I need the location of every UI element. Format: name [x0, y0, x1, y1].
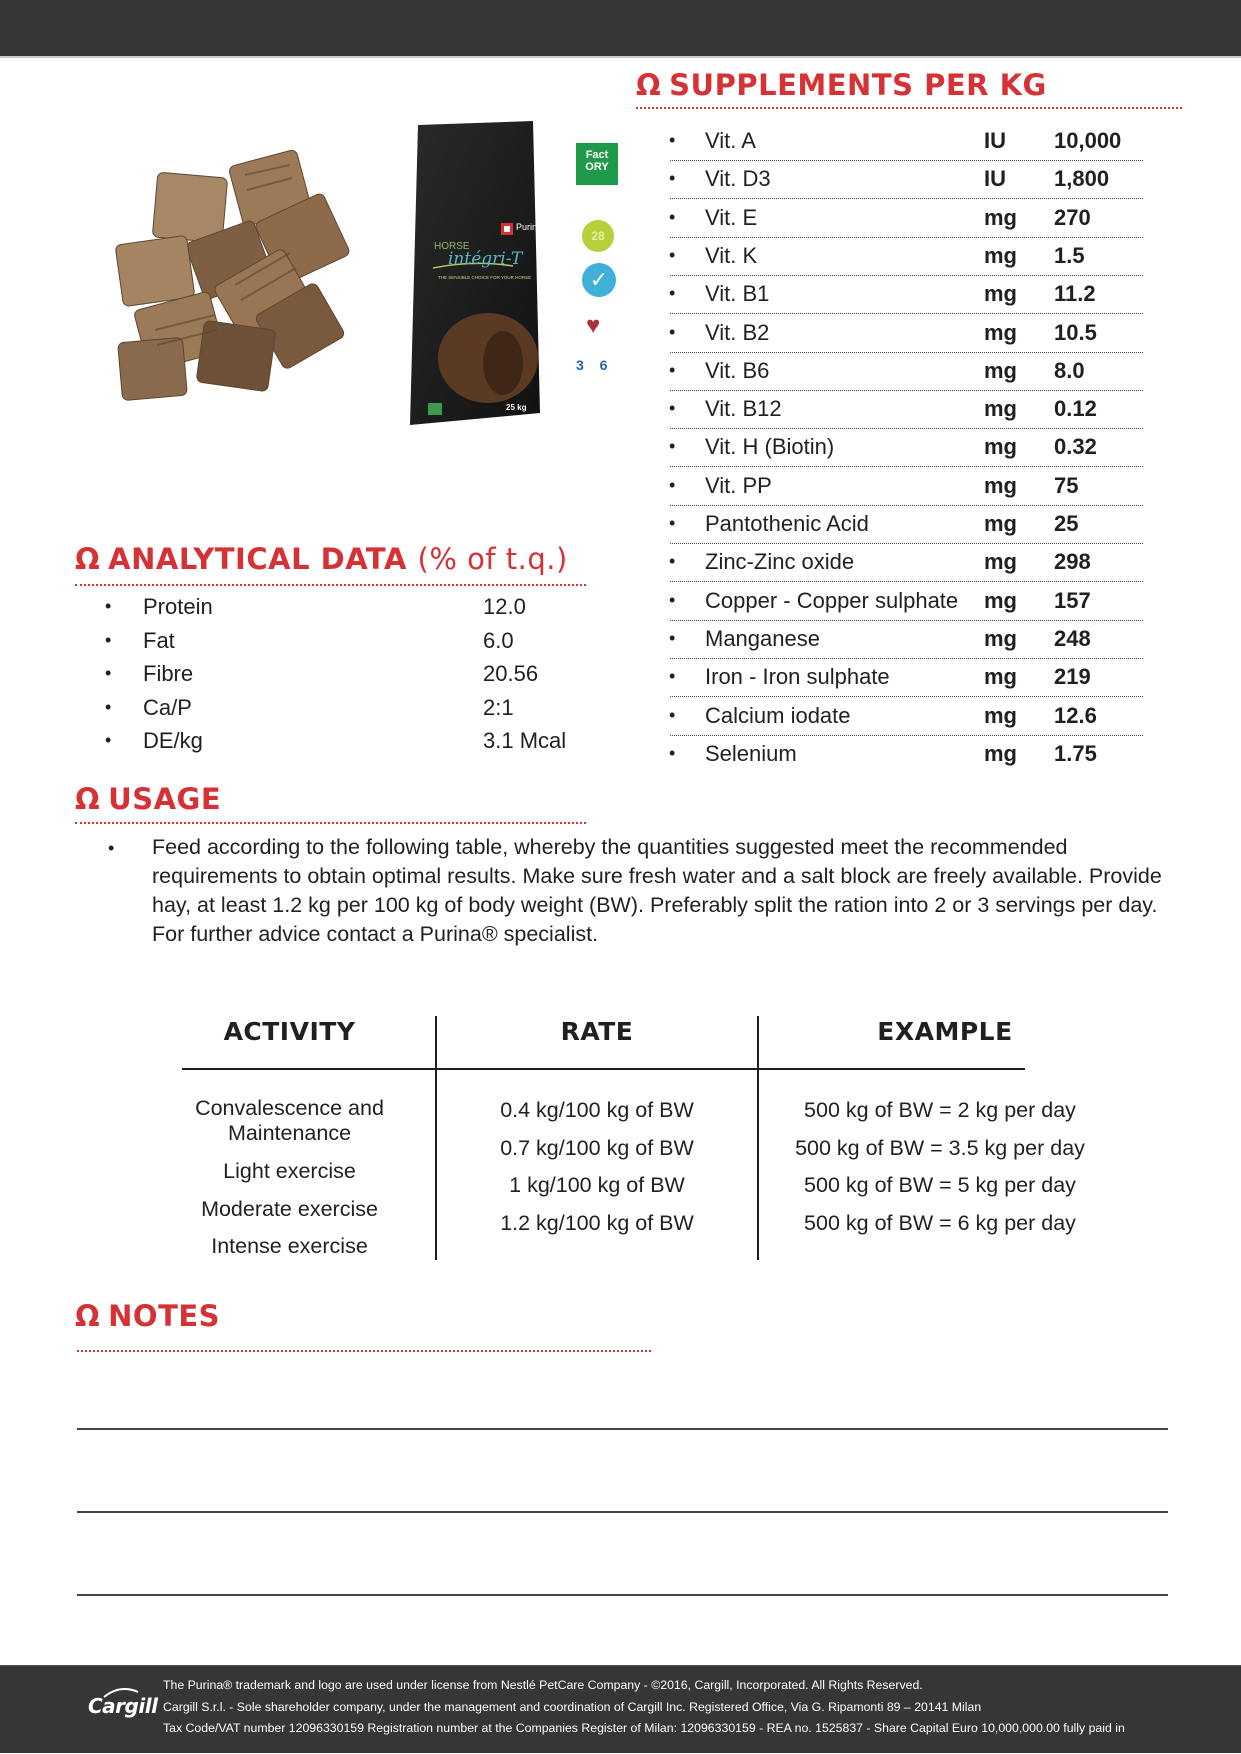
supplement-name: Vit. B2 [705, 320, 770, 345]
supplement-value: 11.2 [1054, 281, 1096, 306]
supplement-value: 157 [1054, 588, 1091, 613]
note-line[interactable] [77, 1511, 1168, 1513]
analytical-subtitle: (% of t.q.) [417, 542, 568, 576]
row-separator [670, 275, 1143, 276]
analytical-label: Fat [143, 628, 175, 653]
supplement-row [665, 166, 1145, 196]
bag-weight: 25 kg [506, 403, 527, 412]
bullet: • [669, 283, 676, 303]
bag-tagline: THE SENSIBLE CHOICE FOR YOUR HORSE [438, 275, 532, 280]
analytical-label: Ca/P [143, 695, 192, 720]
supplement-unit: mg [984, 320, 1017, 345]
bullet: • [105, 630, 112, 650]
usage-advice: For further advice contact a Purina® specialist. [152, 922, 599, 946]
supplement-name: Vit. B6 [705, 358, 770, 383]
horseshoe-icon: Ω [636, 68, 662, 102]
supplement-unit: mg [984, 588, 1017, 613]
checkmark-badge-icon: ✓ [582, 263, 616, 297]
supplement-value: 10,000 [1054, 128, 1122, 153]
activity-cell: Intense exercise [211, 1234, 368, 1258]
header-activity: ACTIVITY [223, 1017, 356, 1046]
row-separator [670, 428, 1143, 429]
supplement-row [665, 434, 1145, 464]
bag-line: HORSE [434, 241, 470, 252]
factory-corner-badge-icon: Fact ORY [576, 143, 618, 185]
footer [0, 1665, 1241, 1753]
supplement-name: Zinc-Zinc oxide [705, 549, 855, 574]
bullet: • [669, 398, 676, 418]
supplement-name: Manganese [705, 626, 820, 651]
supplement-row [665, 358, 1145, 388]
analytical-divider [75, 584, 586, 586]
bag-brand: Purina [516, 222, 543, 232]
analytical-value: 6.0 [483, 628, 514, 653]
footer-line: Cargill S.r.l. - Sole shareholder company, under the management and coordination of Cargill Inc. Registered Office, Via G. Ripamonti 89 – 20141 Milan [163, 1699, 982, 1714]
activity-cell: Light exercise [223, 1159, 356, 1183]
supplement-value: 12.6 [1054, 703, 1097, 728]
supplement-row [665, 396, 1145, 426]
footer-line: Tax Code/VAT number 12096330159 Registration number at the Companies Register of Milan: 12096330159 - REA no. 1525837 - Share Capital Euro 10,000,000.00 fully paid in [163, 1721, 1125, 1735]
row-separator [670, 735, 1143, 736]
footer-line: The Purina® trademark and logo are used under license from Nestlé PetCare Company - ©2016, Cargill, Incorporated. All Rights Reserved. [163, 1678, 923, 1692]
bullet: • [669, 245, 676, 265]
row-separator [670, 466, 1143, 467]
supplement-value: 1.5 [1054, 243, 1085, 268]
3-6-badge-icon: 3 6 [576, 357, 614, 373]
bullet: • [669, 322, 676, 342]
row-separator [670, 237, 1143, 238]
supplement-name: Vit. D3 [705, 166, 771, 191]
supplement-unit: mg [984, 511, 1017, 536]
activity-cell: Moderate exercise [201, 1196, 378, 1221]
row-separator [670, 658, 1143, 659]
bullet: • [105, 663, 112, 683]
supplement-name: Selenium [705, 741, 797, 766]
analytical-row [100, 661, 600, 691]
supplement-row [665, 511, 1145, 541]
analytical-row [100, 728, 600, 758]
supplement-unit: mg [984, 281, 1017, 306]
supplement-row [665, 741, 1145, 771]
row-separator [670, 198, 1143, 199]
supplement-name: Vit. K [705, 243, 758, 268]
note-line[interactable] [77, 1594, 1168, 1596]
analytical-label: DE/kg [143, 728, 203, 753]
bullet: • [669, 551, 676, 571]
rate-cell: 1 kg/100 kg of BW [509, 1173, 685, 1197]
example-cell: 500 kg of BW = 3.5 kg per day [795, 1135, 1085, 1160]
bullet: • [669, 168, 676, 188]
supplement-value: 0.32 [1054, 434, 1097, 459]
row-separator [670, 581, 1143, 582]
supplement-unit: mg [984, 243, 1017, 268]
supplement-row [665, 549, 1145, 579]
supplement-value: 25 [1054, 511, 1079, 536]
row-separator [670, 505, 1143, 506]
table-header-rule [182, 1068, 1025, 1070]
notes-divider [77, 1350, 651, 1352]
usage-title: Ω USAGE [75, 782, 222, 816]
row-separator [670, 543, 1143, 544]
heart-badge-icon: ♥ [586, 312, 601, 339]
top-bar [0, 0, 1241, 58]
certification-badges [574, 143, 624, 393]
note-line[interactable] [77, 1428, 1168, 1430]
supplement-row [665, 281, 1145, 311]
supplement-row [665, 320, 1145, 350]
rate-cell: 0.4 kg/100 kg of BW [500, 1098, 694, 1122]
analytical-label: Protein [143, 594, 213, 619]
supplement-value: 0.12 [1054, 396, 1097, 421]
supplement-row [665, 703, 1145, 733]
bullet: • [669, 475, 676, 495]
supplement-unit: mg [984, 396, 1017, 421]
supplement-unit: mg [984, 626, 1017, 651]
row-separator [670, 352, 1143, 353]
supplement-row [665, 128, 1145, 158]
header-example: EXAMPLE [877, 1017, 1013, 1046]
supplement-unit: IU [984, 128, 1006, 153]
row-separator [670, 390, 1143, 391]
supplement-value: 1,800 [1054, 166, 1110, 191]
supplement-name: Vit. PP [705, 473, 772, 498]
bullet: • [669, 360, 676, 380]
row-separator [670, 313, 1143, 314]
supplement-row [665, 473, 1145, 503]
supplement-unit: mg [984, 549, 1017, 574]
supplement-value: 8.0 [1054, 358, 1085, 383]
row-separator [670, 160, 1143, 161]
row-separator [670, 696, 1143, 697]
supplement-name: Vit. A [705, 128, 756, 153]
activity-cell: Convalescence and Maintenance [195, 1096, 384, 1145]
bullet: • [105, 697, 112, 717]
usage-paragraph: Feed according to the following table, whereby the quantities suggested meet the recommended requirements to obtain optimal results. Make sure fresh water and a salt block are freely available. Provide hay, at least 1.2 kg per 100 kg of body weight (BW). Preferably split the ration into 2 or 3 servings per day. [152, 835, 1162, 917]
supplement-unit: mg [984, 434, 1017, 459]
activity-column [182, 1090, 397, 1266]
supplement-value: 219 [1054, 664, 1091, 689]
supplement-row [665, 243, 1145, 273]
supplement-name: Vit. E [705, 205, 758, 230]
bullet: • [105, 730, 112, 750]
supplement-value: 10.5 [1054, 320, 1097, 345]
horseshoe-icon: Ω [75, 542, 101, 576]
supplement-name: Calcium iodate [705, 703, 851, 728]
supplement-unit: mg [984, 741, 1017, 766]
bullet: • [669, 743, 676, 763]
analytical-row [100, 628, 600, 658]
cargill-logo: Cargill [88, 1694, 158, 1718]
supplement-name: Iron - Iron sulphate [705, 664, 890, 689]
analytical-label: Fibre [143, 661, 194, 686]
28-badge-icon: 28 [582, 220, 614, 252]
header-rate: RATE [560, 1017, 634, 1046]
example-cell: 500 kg of BW = 2 kg per day [804, 1098, 1076, 1122]
bullet: • [669, 666, 676, 686]
footer-legal-text [163, 1675, 1125, 1740]
bullet: • [669, 207, 676, 227]
bullet: • [669, 436, 676, 456]
supplement-name: Copper - Copper sulphate [705, 588, 959, 613]
supplements-divider [636, 107, 1182, 109]
row-separator [670, 620, 1143, 621]
rate-cell: 1.2 kg/100 kg of BW [500, 1210, 694, 1235]
supplement-unit: mg [984, 664, 1017, 689]
analytical-row [100, 594, 600, 624]
supplement-value: 248 [1054, 626, 1091, 651]
example-cell: 500 kg of BW = 5 kg per day [804, 1173, 1076, 1197]
supplement-unit: mg [984, 473, 1017, 498]
analytical-value: 2:1 [483, 695, 514, 720]
bullet: • [105, 596, 112, 616]
supplement-value: 270 [1054, 205, 1091, 230]
supplements-title: Ω SUPPLEMENTS PER KG [636, 68, 1047, 102]
supplement-value: 298 [1054, 549, 1091, 574]
horseshoe-icon: Ω [75, 782, 101, 816]
supplement-name: Vit. B12 [705, 396, 782, 421]
example-cell: 500 kg of BW = 6 kg per day [804, 1210, 1076, 1235]
supplement-row [665, 664, 1145, 694]
supplement-name: Vit. B1 [705, 281, 770, 306]
supplement-name: Pantothenic Acid [705, 511, 869, 536]
example-column [759, 1092, 1121, 1242]
supplement-row [665, 626, 1145, 656]
supplement-row [665, 588, 1145, 618]
usage-divider [75, 822, 586, 824]
bullet: • [669, 590, 676, 610]
horseshoe-icon: Ω [75, 1299, 101, 1333]
supplement-unit: mg [984, 205, 1017, 230]
bullet: • [669, 130, 676, 150]
supplement-value: 1.75 [1054, 741, 1097, 766]
supplement-unit: mg [984, 358, 1017, 383]
supplement-unit: IU [984, 166, 1006, 191]
bullet: • [669, 513, 676, 533]
bag-name: intégri-T [448, 249, 523, 269]
supplement-unit: mg [984, 703, 1017, 728]
usage-text [152, 833, 1177, 949]
supplement-value: 75 [1054, 473, 1079, 498]
analytical-value: 3.1 Mcal [483, 728, 567, 753]
usage-bullet: • [108, 838, 115, 858]
supplement-name: Vit. H (Biotin) [705, 434, 835, 459]
supplement-row [665, 205, 1145, 235]
analytical-title: Ω ANALYTICAL DATA (% of t.q.) [75, 542, 568, 576]
rate-cell: 0.7 kg/100 kg of BW [500, 1135, 694, 1160]
feed-biscuits-image [115, 145, 365, 405]
notes-title: Ω NOTES [75, 1299, 221, 1333]
bullet: • [669, 705, 676, 725]
analytical-value: 12.0 [483, 594, 526, 619]
product-bag-image [398, 113, 553, 435]
analytical-row [100, 695, 600, 725]
rate-column [437, 1092, 757, 1242]
bullet: • [669, 628, 676, 648]
analytical-value: 20.56 [483, 661, 539, 686]
